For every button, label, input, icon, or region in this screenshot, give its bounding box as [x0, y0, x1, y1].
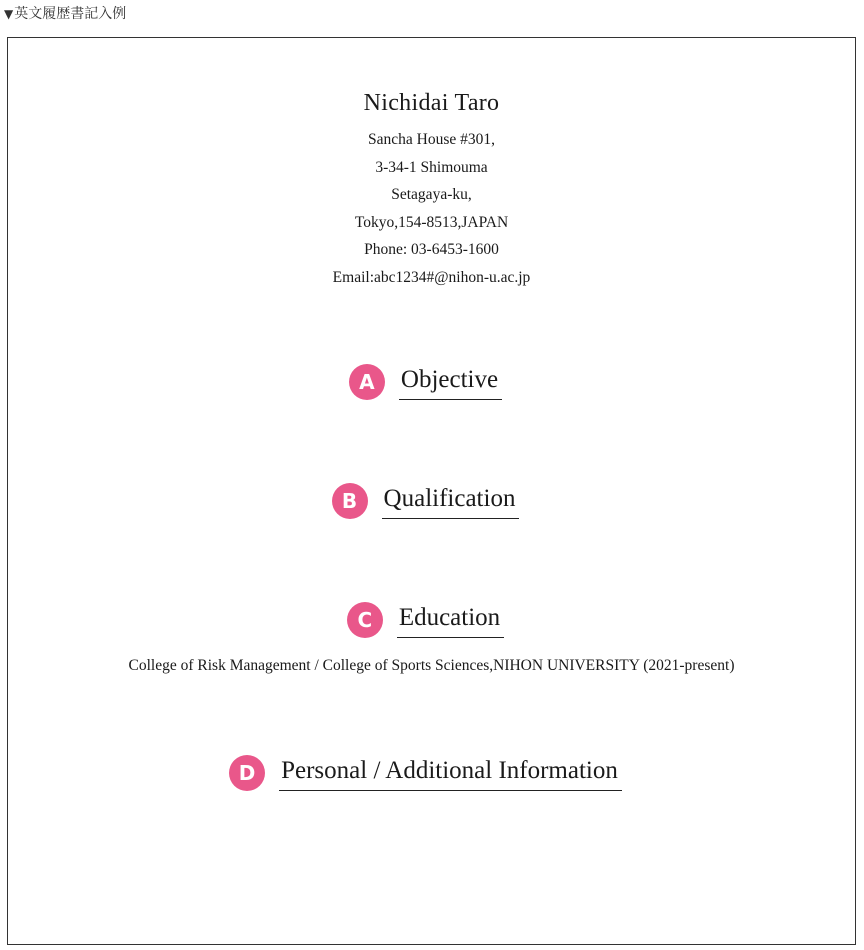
resume-sheet — [7, 37, 856, 945]
section-objective — [8, 364, 855, 400]
applicant-name: Nichidai Taro — [363, 90, 500, 116]
section-qualification — [8, 483, 855, 519]
address-line-street: Sancha House #301, — [368, 131, 495, 148]
section-title-objective: Objective — [399, 365, 502, 400]
address-line-block: 3-34-1 Shimouma — [375, 158, 488, 176]
address-line-city: Tokyo,154-8513,JAPAN — [354, 213, 509, 231]
section-education — [8, 602, 855, 638]
triangle-down-icon: ▼ — [4, 7, 14, 21]
section-personal-info — [8, 755, 855, 791]
badge-a-icon: A — [349, 364, 385, 400]
address-line-ward: Setagaya-ku, — [391, 186, 472, 203]
section-title-education: Education — [397, 603, 504, 638]
badge-d-icon: D — [229, 755, 265, 791]
email-line: Email:abc1234#@nihon-u.ac.jp — [332, 268, 531, 286]
example-caption — [4, 5, 126, 23]
section-title-personal-info: Personal / Additional Information — [279, 756, 622, 791]
caption-text: 英文履歴書記入例 — [14, 6, 127, 22]
badge-c-icon: C — [347, 602, 383, 638]
phone-line: Phone: 03-6453-1600 — [364, 241, 499, 258]
resume-header — [8, 88, 855, 291]
badge-b-icon: B — [332, 483, 368, 519]
education-detail: College of Risk Management / College of Sports Sciences,NIHON UNIVERSITY (2021-present) — [128, 657, 735, 674]
section-title-qualification: Qualification — [382, 484, 520, 519]
